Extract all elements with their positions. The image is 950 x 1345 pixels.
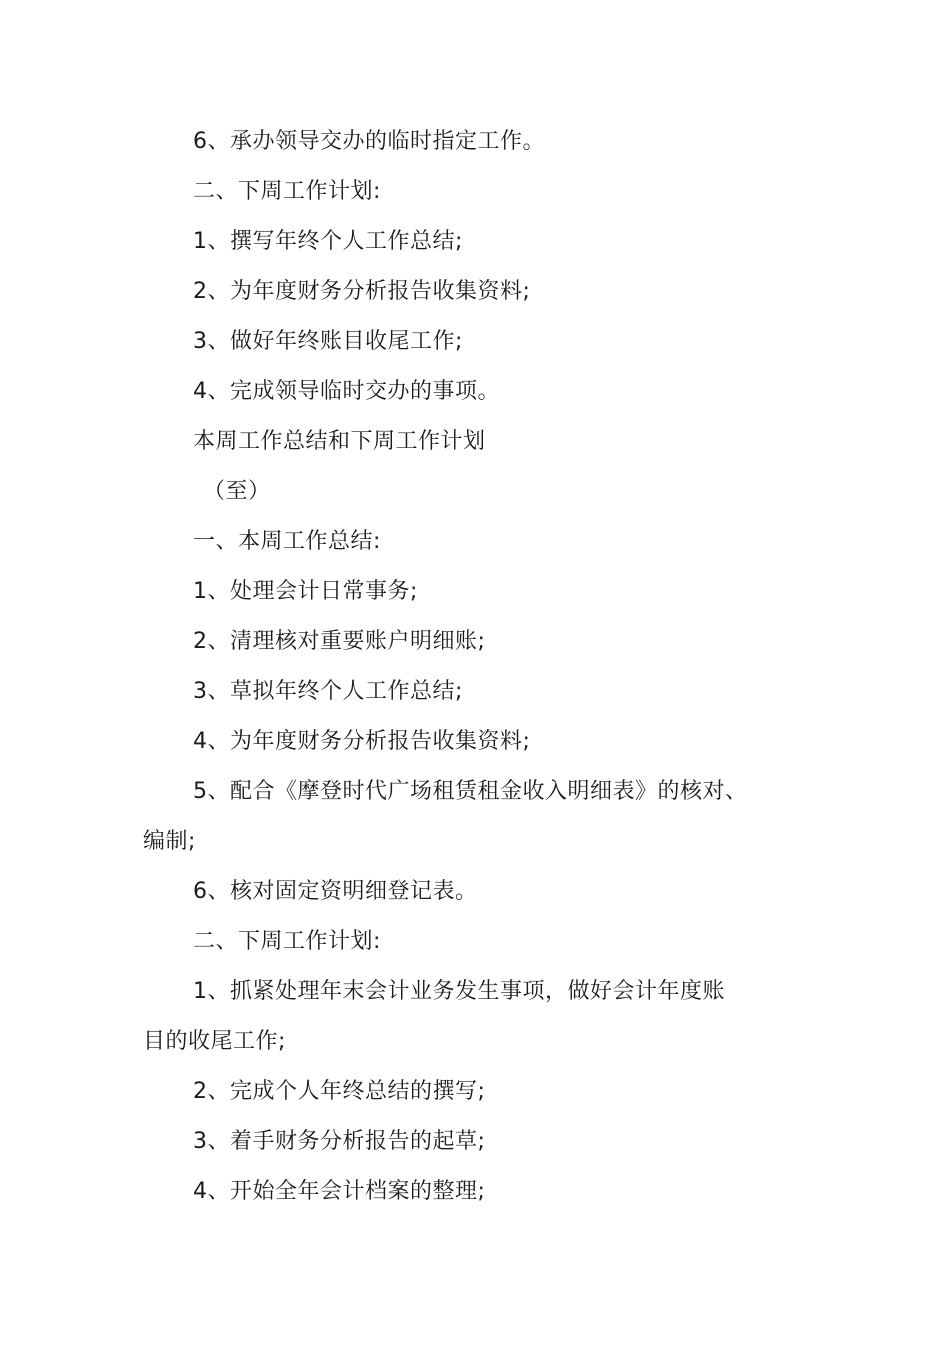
list-item: 5、配合《摩登时代广场租赁租金收入明细表》的核对、 <box>193 779 748 804</box>
list-item: 2、为年度财务分析报告收集资料; <box>193 279 531 304</box>
list-item: 3、做好年终账目收尾工作; <box>193 329 463 354</box>
text-line: 6、承办领导交办的临时指定工作。 <box>193 129 545 154</box>
list-item-continuation: 目的收尾工作; <box>143 1029 286 1054</box>
list-item: 1、抓紧处理年末会计业务发生事项，做好会计年度账 <box>193 979 725 1004</box>
date-range: （至） <box>203 479 271 504</box>
list-item: 1、处理会计日常事务; <box>193 579 418 604</box>
list-item: 3、草拟年终个人工作总结; <box>193 679 463 704</box>
list-item: 2、清理核对重要账户明细账; <box>193 629 486 654</box>
list-item: 4、完成领导临时交办的事项。 <box>193 379 500 404</box>
section-heading: 一、本周工作总结: <box>193 529 381 554</box>
section-heading: 二、下周工作计划: <box>193 179 381 204</box>
list-item-continuation: 编制; <box>143 829 196 854</box>
list-item: 6、核对固定资明细登记表。 <box>193 879 478 904</box>
document-title: 本周工作总结和下周工作计划 <box>193 429 486 454</box>
list-item: 2、完成个人年终总结的撰写; <box>193 1079 486 1104</box>
list-item: 4、为年度财务分析报告收集资料; <box>193 729 531 754</box>
list-item: 3、着手财务分析报告的起草; <box>193 1129 486 1154</box>
list-item: 1、撰写年终个人工作总结; <box>193 229 463 254</box>
list-item: 4、开始全年会计档案的整理; <box>193 1179 486 1204</box>
section-heading: 二、下周工作计划: <box>193 929 381 954</box>
